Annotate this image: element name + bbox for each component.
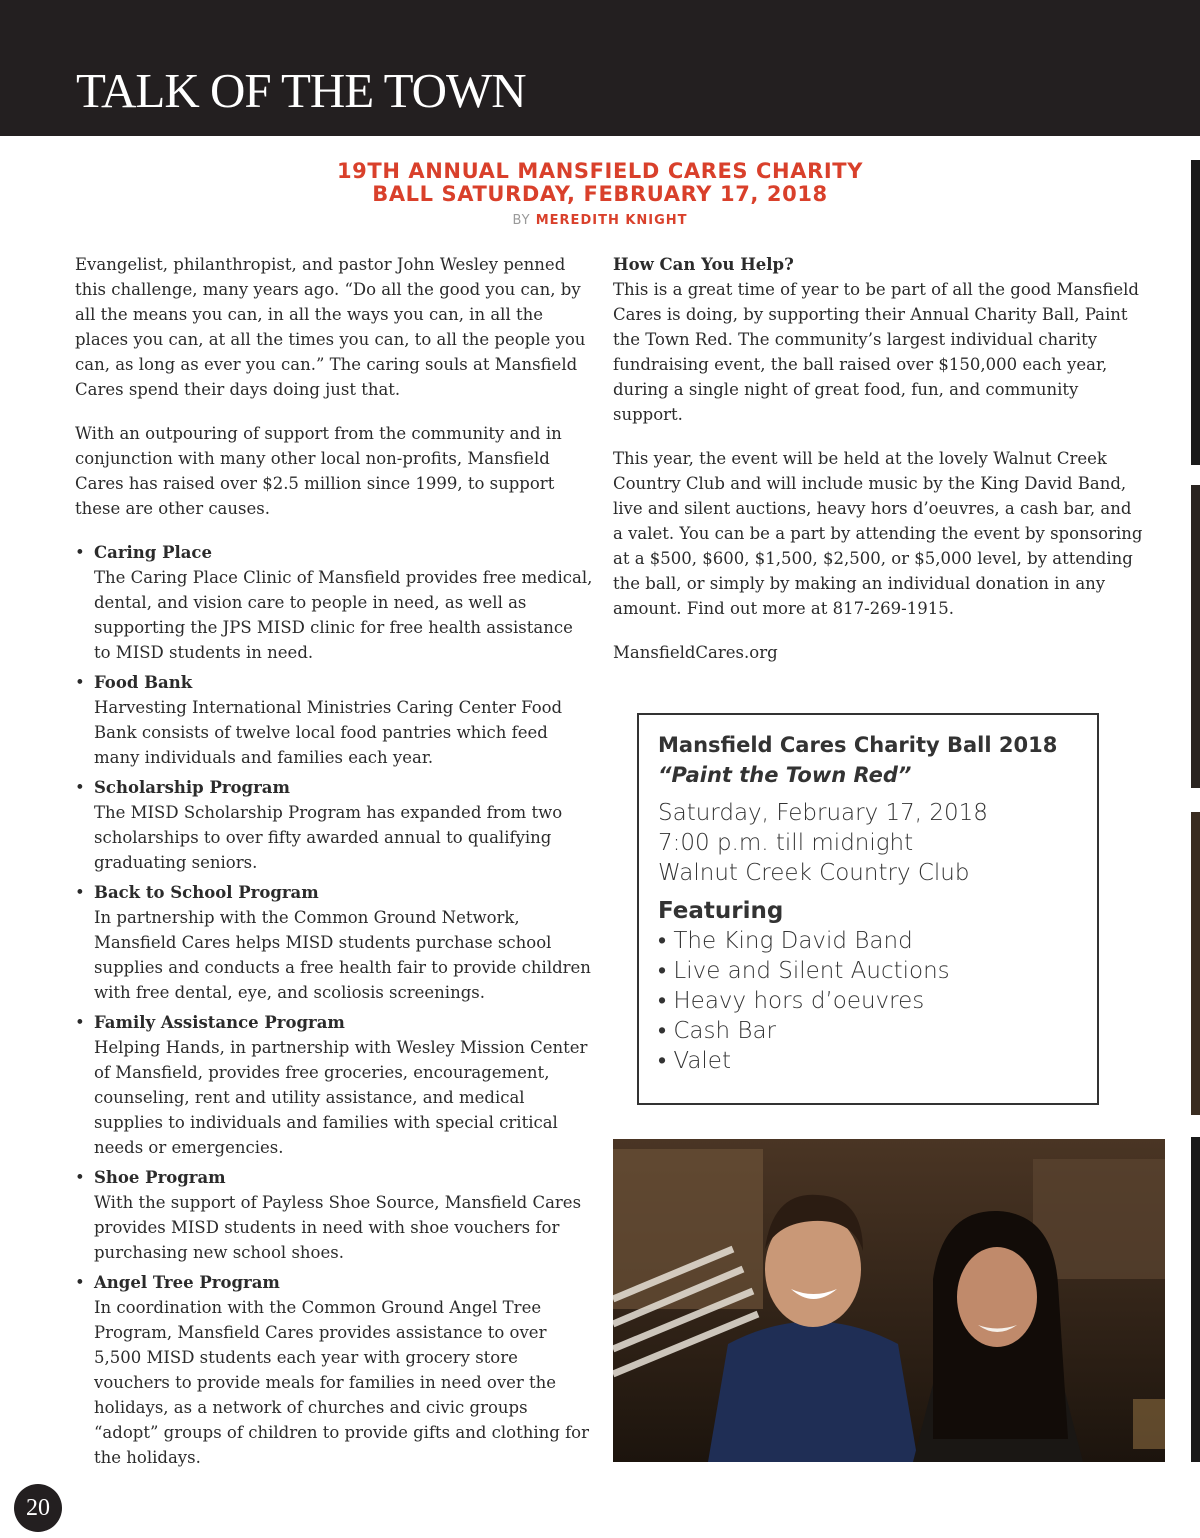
event-time: 7:00 p.m. till midnight [658,830,914,856]
program-text: Helping Hands, in partnership with Wesley Mission Center of Mansfield, provides free groceries, encouragement, counseling, rent and utility assistance, and medical supplies to individuals and families with special critical needs or emergencies. [94,1038,588,1157]
byline [0,213,1200,228]
program-item [75,540,593,665]
event-photo-illustration [613,1139,1165,1462]
bullet: • [75,778,85,797]
program-text: The MISD Scholarship Program has expanded from two scholarships to over fifty awarded annual to qualifying graduating seniors. [94,803,563,872]
event-paragraph: This year, the event will be held at the lovely Walnut Creek Country Club and will include music by the King David Band, live and silent auctions, heavy hors d’oeuvres, a cash bar, and a valet. You can be a part by attending the event by sponsoring at a $500, $600, $1,500, $2,500, or $5,000 level, by attending the ball, or simply by making an individual donation in any amount. Find out more at 817-269-1915. [613,449,1143,618]
feature-item [658,986,1078,1016]
bullet: • [75,673,85,692]
byline-prefix: BY [512,213,531,228]
edge-photo-strip [1191,485,1200,788]
bullet: • [658,1048,667,1074]
page-number: 20 [14,1484,62,1532]
programs-list [75,540,593,1470]
support-paragraph: With an outpouring of support from the community and in conjunction with many other local non-profits, Mansfield Cares has raised over $2.5 million since 1999, to support these are other causes. [75,424,562,518]
article-title-line-1: 19TH ANNUAL MANSFIELD CARES CHARITY [336,159,864,183]
byline-author: MEREDITH KNIGHT [535,213,688,228]
bullet: • [75,883,85,902]
program-title: Family Assistance Program [94,1013,345,1032]
program-text: In partnership with the Common Ground Network, Mansfield Cares helps MISD students purchase school supplies and conducts a free health fair to provide children with free dental, eye, and scoliosis screenings. [94,908,591,1002]
help-section [613,252,1145,427]
feature-label: Live and Silent Auctions [673,958,950,984]
edge-photo-strip [1191,1137,1200,1462]
bullet: • [75,543,85,562]
bullet: • [75,1013,85,1032]
right-column [613,252,1145,684]
feature-item [658,1016,1078,1046]
feature-item [658,956,1078,986]
event-date: Saturday, February 17, 2018 [658,800,988,826]
program-title: Shoe Program [94,1168,226,1187]
bullet: • [658,928,667,954]
event-info-box [637,713,1099,1105]
edge-photo-strip [1191,812,1200,1115]
bullet: • [75,1168,85,1187]
left-column [75,252,593,1475]
program-item [75,670,593,770]
program-title: Caring Place [94,543,212,562]
feature-label: Cash Bar [673,1018,777,1044]
box-subtitle: “Paint the Town Red” [658,763,912,787]
featuring-heading: Featuring [658,898,784,924]
program-text: With the support of Payless Shoe Source, Mansfield Cares provides MISD students in need with shoe vouchers for purchasing new school shoes. [94,1193,582,1262]
program-item [75,880,593,1005]
feature-item [658,926,1078,956]
program-item [75,1010,593,1160]
section-title: TALK OF THE TOWN [76,63,526,118]
website-text: MansfieldCares.org [613,643,778,662]
feature-label: Valet [673,1048,731,1074]
feature-label: The King David Band [673,928,913,954]
bullet: • [658,988,667,1014]
program-text: In coordination with the Common Ground Angel Tree Program, Mansfield Cares provides assistance to over 5,500 MISD students each year with grocery store vouchers to provide meals for families in need over the holidays, as a network of churches and civic groups “adopt” groups of children to provide gifts and clothing for the holidays. [94,1298,589,1467]
article-title [0,160,1200,206]
help-heading: How Can You Help? [613,255,794,274]
program-item [75,1270,593,1470]
program-text: The Caring Place Clinic of Mansfield provides free medical, dental, and vision care to people in need, as well as supporting the JPS MISD clinic for free health assistance to MISD students in need. [94,568,593,662]
program-title: Food Bank [94,673,193,692]
intro-paragraph: Evangelist, philanthropist, and pastor John Wesley penned this challenge, many years ago. “Do all the good you can, by all the means you can, in all the ways you can, in all the places you can, at all the times you can, to all the people you can, as long as ever you can.” The caring souls at Mansfield Cares spend their days doing just that. [75,255,586,399]
program-title: Angel Tree Program [94,1273,280,1292]
program-item [75,1165,593,1265]
program-text: Harvesting International Ministries Caring Center Food Bank consists of twelve local food pantries which feed many individuals and families each year. [94,698,563,767]
event-venue: Walnut Creek Country Club [658,860,970,886]
bullet: • [658,1018,667,1044]
feature-label: Heavy hors d’oeuvres [673,988,925,1014]
program-title: Scholarship Program [94,778,290,797]
bullet: • [75,1273,85,1292]
help-text: This is a great time of year to be part of all the good Mansfield Cares is doing, by supporting their Annual Charity Ball, Paint the Town Red. The community’s largest individual charity fundraising event, the ball raised over $150,000 each year, during a single night of great food, fun, and community support. [613,280,1139,424]
box-title: Mansfield Cares Charity Ball 2018 [658,733,1058,757]
program-title: Back to School Program [94,883,319,902]
bullet: • [658,958,667,984]
feature-item [658,1046,1078,1076]
program-item [75,775,593,875]
article-title-line-2: BALL SATURDAY, FEBRUARY 17, 2018 [372,182,828,206]
event-photo [613,1139,1165,1462]
